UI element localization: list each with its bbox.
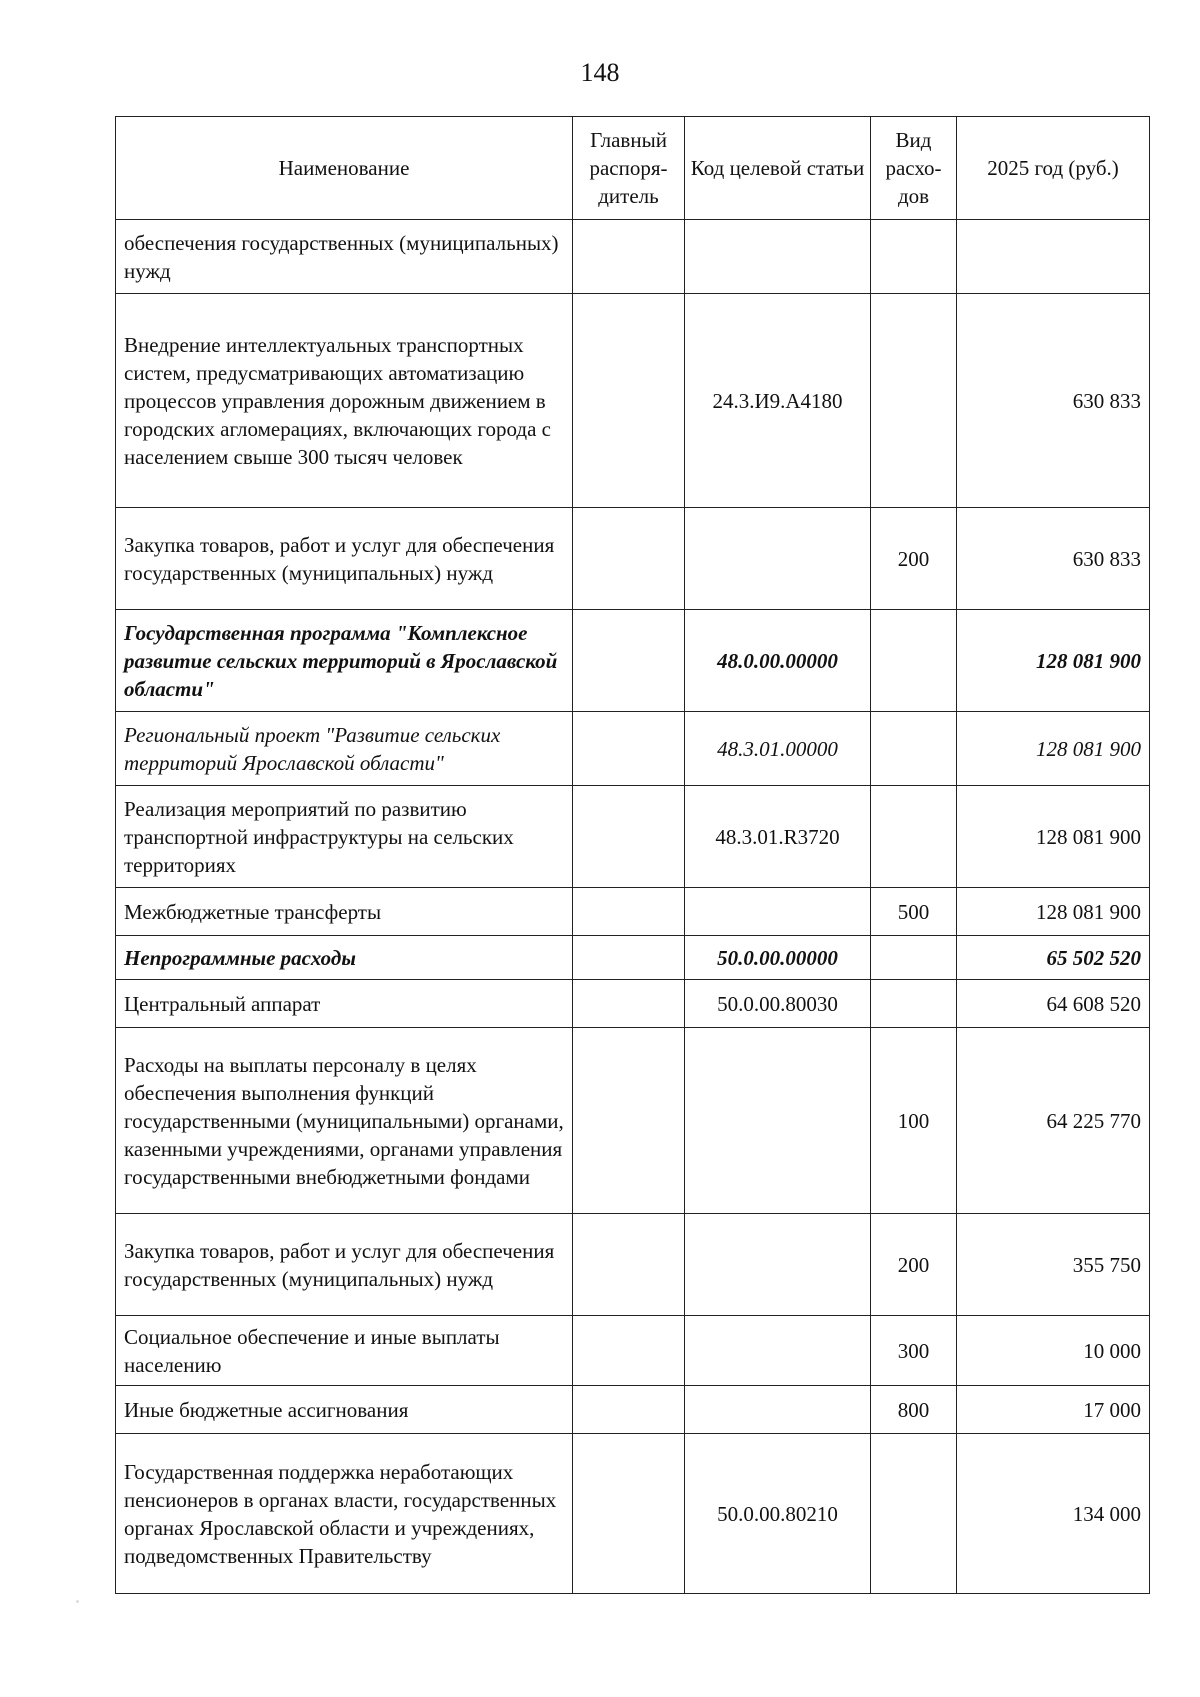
cell-chief <box>573 936 685 980</box>
table-row <box>116 1214 1150 1316</box>
cell-vid <box>871 610 957 712</box>
cell-code: 50.0.00.80030 <box>685 980 871 1028</box>
cell-chief <box>573 980 685 1028</box>
header-chief: Главный распоря-дитель <box>573 117 685 220</box>
cell-code <box>685 1386 871 1434</box>
cell-amount: 64 608 520 <box>957 980 1150 1028</box>
cell-name: Реализация мероприятий по развитию транспортной инфраструктуры на сельских территориях <box>116 786 573 888</box>
cell-amount: 134 000 <box>957 1434 1150 1594</box>
cell-vid <box>871 786 957 888</box>
cell-amount: 355 750 <box>957 1214 1150 1316</box>
cell-vid: 300 <box>871 1316 957 1386</box>
cell-amount: 17 000 <box>957 1386 1150 1434</box>
table-row <box>116 980 1150 1028</box>
cell-chief <box>573 888 685 936</box>
cell-name: Государственная поддержка неработающих пенсионеров в органах власти, государственных органах Ярославской области и учреждениях, подведомственных Правительству <box>116 1434 573 1594</box>
cell-vid: 100 <box>871 1028 957 1214</box>
cell-amount: 128 081 900 <box>957 888 1150 936</box>
header-row <box>116 117 1150 220</box>
cell-name: Межбюджетные трансферты <box>116 888 573 936</box>
cell-chief <box>573 508 685 610</box>
cell-amount: 630 833 <box>957 508 1150 610</box>
cell-vid <box>871 980 957 1028</box>
cell-code <box>685 1316 871 1386</box>
cell-name: Иные бюджетные ассигнования <box>116 1386 573 1434</box>
cell-code: 50.0.00.00000 <box>685 936 871 980</box>
cell-name: Государственная программа "Комплексное развитие сельских территорий в Ярославской области" <box>116 610 573 712</box>
header-amount: 2025 год (руб.) <box>957 117 1150 220</box>
cell-name: Региональный проект "Развитие сельских территорий Ярославской области" <box>116 712 573 786</box>
cell-vid: 200 <box>871 508 957 610</box>
cell-code: 50.0.00.80210 <box>685 1434 871 1594</box>
cell-chief <box>573 220 685 294</box>
cell-name: Центральный аппарат <box>116 980 573 1028</box>
cell-vid <box>871 936 957 980</box>
cell-chief <box>573 610 685 712</box>
table-row <box>116 1316 1150 1386</box>
table-row <box>116 1028 1150 1214</box>
cell-code: 24.3.И9.А4180 <box>685 294 871 508</box>
cell-chief <box>573 1316 685 1386</box>
cell-amount: 128 081 900 <box>957 786 1150 888</box>
cell-code <box>685 888 871 936</box>
cell-vid: 500 <box>871 888 957 936</box>
cell-code <box>685 1028 871 1214</box>
cell-code: 48.3.01.R3720 <box>685 786 871 888</box>
cell-amount: 65 502 520 <box>957 936 1150 980</box>
cell-chief <box>573 294 685 508</box>
table-row <box>116 294 1150 508</box>
cell-vid <box>871 1434 957 1594</box>
table-row <box>116 1434 1150 1594</box>
cell-amount: 630 833 <box>957 294 1150 508</box>
cell-name: Расходы на выплаты персоналу в целях обеспечения выполнения функций государственными (муниципальными) органами, казенными учреждениями, органами управления государственными внебюджетными фондами <box>116 1028 573 1214</box>
header-code: Код целевой статьи <box>685 117 871 220</box>
cell-name: Закупка товаров, работ и услуг для обеспечения государственных (муниципальных) нужд <box>116 1214 573 1316</box>
table-row <box>116 508 1150 610</box>
cell-name: Непрограммные расходы <box>116 936 573 980</box>
table-row <box>116 610 1150 712</box>
cell-code <box>685 220 871 294</box>
cell-chief <box>573 1214 685 1316</box>
cell-vid <box>871 712 957 786</box>
cell-chief <box>573 786 685 888</box>
cell-vid <box>871 294 957 508</box>
cell-amount <box>957 220 1150 294</box>
cell-code: 48.3.01.00000 <box>685 712 871 786</box>
table-row <box>116 786 1150 888</box>
cell-chief <box>573 712 685 786</box>
cell-code <box>685 1214 871 1316</box>
cell-vid: 200 <box>871 1214 957 1316</box>
table-body <box>116 220 1150 1594</box>
header-vid: Вид расхо-дов <box>871 117 957 220</box>
cell-amount: 128 081 900 <box>957 712 1150 786</box>
cell-name: обеспечения государственных (муниципальных) нужд <box>116 220 573 294</box>
scan-mark <box>76 1600 79 1603</box>
cell-name: Внедрение интеллектуальных транспортных систем, предусматривающих автоматизацию процессов управления дорожным движением в городских агломерациях, включающих города с населением свыше 300 тысяч человек <box>116 294 573 508</box>
cell-amount: 10 000 <box>957 1316 1150 1386</box>
table-row <box>116 888 1150 936</box>
cell-vid <box>871 220 957 294</box>
table-row <box>116 220 1150 294</box>
cell-amount: 128 081 900 <box>957 610 1150 712</box>
cell-amount: 64 225 770 <box>957 1028 1150 1214</box>
cell-code: 48.0.00.00000 <box>685 610 871 712</box>
cell-code <box>685 508 871 610</box>
header-name: Наименование <box>116 117 573 220</box>
cell-vid: 800 <box>871 1386 957 1434</box>
budget-table <box>115 116 1150 1594</box>
cell-chief <box>573 1434 685 1594</box>
page-number: 148 <box>580 58 620 87</box>
table-row <box>116 1386 1150 1434</box>
table-row <box>116 712 1150 786</box>
cell-name: Социальное обеспечение и иные выплаты населению <box>116 1316 573 1386</box>
cell-name: Закупка товаров, работ и услуг для обеспечения государственных (муниципальных) нужд <box>116 508 573 610</box>
cell-chief <box>573 1028 685 1214</box>
cell-chief <box>573 1386 685 1434</box>
table-row <box>116 936 1150 980</box>
